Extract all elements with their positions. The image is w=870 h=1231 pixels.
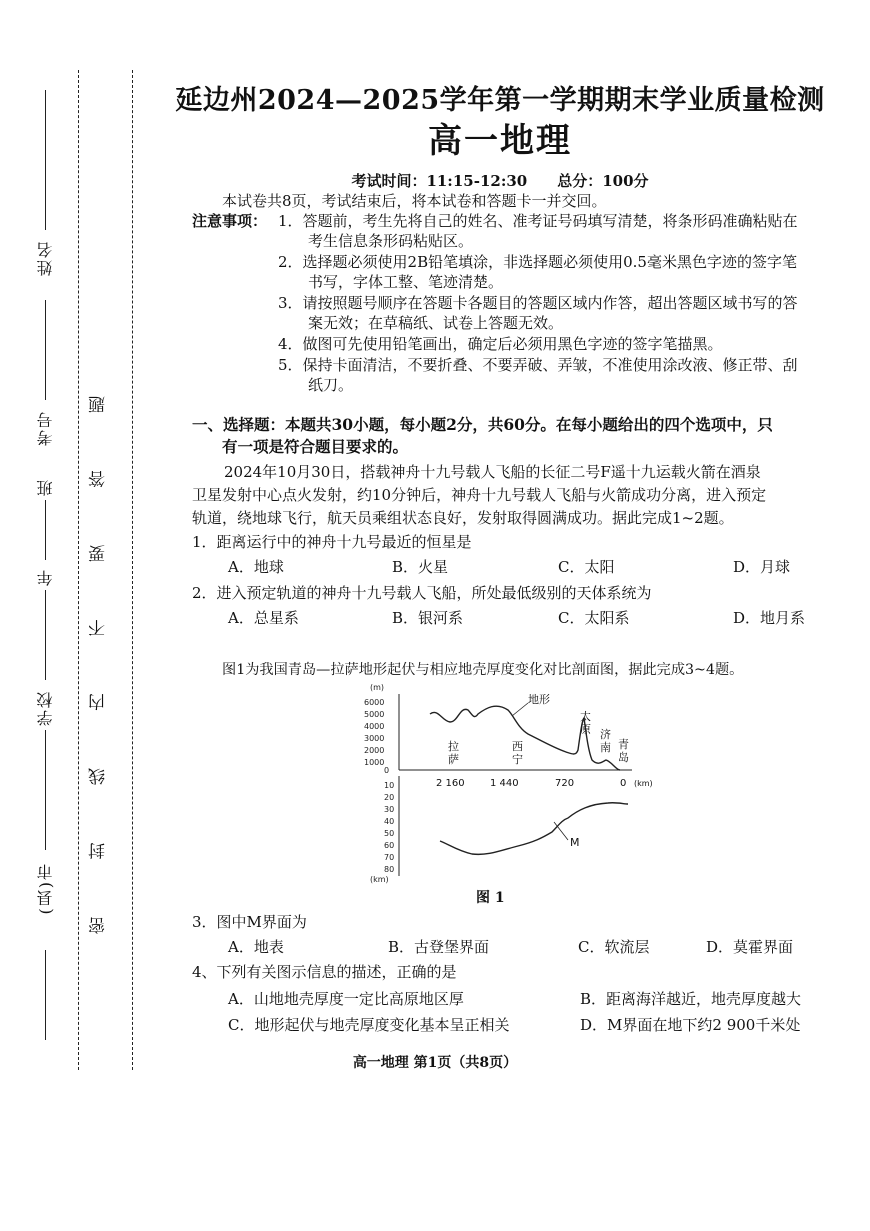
- top-unit: (m): [370, 683, 385, 692]
- q1-option-b: B．火星: [392, 558, 449, 576]
- depth-tick: 10: [384, 781, 395, 790]
- q2-option-d: D．地月系: [733, 609, 806, 627]
- y-tick: 3000: [364, 734, 385, 743]
- x-tick: 1 440: [490, 778, 519, 789]
- page-footer: 高一地理 第1页（共8页）: [352, 1055, 518, 1071]
- y-tick: 4000: [364, 722, 385, 731]
- q1-option-a: A．地球: [228, 558, 284, 576]
- q2-option-c: C．太阳系: [558, 609, 630, 627]
- city-taiyuan: 太: [580, 710, 591, 723]
- depth-tick: 60: [384, 841, 395, 850]
- notes-label: 注意事项：: [192, 212, 268, 230]
- note-line: 5．保持卡面清洁，不要折叠、不要弄破、弄皱，不准使用涂改液、修正带、刮: [278, 356, 798, 374]
- note-line: 1．答题前，考生先将自己的姓名、准考证号码填写清楚，将条形码准确粘贴在: [278, 212, 798, 230]
- name-field-line: [45, 90, 46, 230]
- section-heading: 有一项是符合题目要求的。: [222, 437, 409, 456]
- q4-option-d: D．M界面在地下约2 900千米处: [580, 1016, 801, 1034]
- exam-no-label: 考号: [36, 410, 55, 446]
- city-underline: [45, 950, 46, 1040]
- x-unit: (km): [634, 779, 653, 788]
- depth-unit: (km): [370, 875, 389, 884]
- y-tick: 5000: [364, 710, 385, 719]
- q1-option-d: D．月球: [733, 558, 791, 576]
- q1-stem: 1．距离运行中的神舟十九号最近的恒星是: [192, 533, 472, 551]
- city-xining: 宁: [512, 753, 523, 766]
- x-tick: 2 160: [436, 778, 465, 789]
- q2-stem: 2．进入预定轨道的神舟十九号载人飞船，所处最低级别的天体系统为: [192, 584, 652, 602]
- exam-no-field-line: [45, 300, 46, 400]
- binding-line-outer: [78, 70, 79, 1070]
- q3-option-a: A．地表: [228, 938, 284, 956]
- q2-option-a: A．总星系: [228, 609, 299, 627]
- y-tick: 0: [384, 766, 390, 775]
- note-line: 书写，字体工整、笔迹清楚。: [308, 273, 504, 291]
- terrain-label: 地形: [528, 693, 550, 706]
- city-taiyuan: 原: [580, 723, 591, 736]
- city-xining: 西: [512, 740, 523, 753]
- depth-tick: 40: [384, 817, 395, 826]
- note-line: 2．选择题必须使用2B铅笔填涂，非选择题必须使用0.5毫米黑色字迹的签字笔: [278, 253, 797, 271]
- section-heading: 一、选择题：本题共30小题，每小题2分，共60分。在每小题给出的四个选项中，只: [192, 415, 773, 434]
- school-field-line: [45, 590, 46, 680]
- moho-line: [440, 803, 628, 855]
- note-line: 4．做图可先使用铅笔画出，确定后必须用黑色字迹的签字笔描黑。: [278, 335, 723, 353]
- class-label: 班: [36, 478, 55, 496]
- figure-intro: 图1为我国青岛—拉萨地形起伏与相应地壳厚度变化对比剖面图，据此完成3~4题。: [222, 662, 744, 678]
- intro-text: 本试卷共8页，考试结束后，将本试卷和答题卡一并交回。: [222, 192, 607, 210]
- q4-option-b: B．距离海洋越近，地壳厚度越大: [580, 990, 802, 1008]
- name-label: 姓名: [36, 240, 55, 276]
- depth-tick: 70: [384, 853, 395, 862]
- exam-title: 延边州2024—2025学年第一学期期末学业质量检测: [175, 85, 825, 116]
- city-label: (县)市: [36, 862, 55, 915]
- depth-tick: 20: [384, 793, 395, 802]
- q4-option-c: C．地形起伏与地壳厚度变化基本呈正相关: [228, 1016, 510, 1034]
- city-qingdao: 岛: [618, 751, 629, 764]
- y-tick: 2000: [364, 746, 385, 755]
- x-tick: 720: [555, 778, 575, 789]
- q3-option-b: B．古登堡界面: [388, 938, 490, 956]
- m-label: M: [570, 836, 580, 849]
- exam-info: 考试时间：11:15-12:30 总分：100分: [351, 172, 649, 190]
- figure-caption: 图 1: [476, 890, 505, 906]
- y-tick: 1000: [364, 758, 385, 767]
- grade-label: 年: [36, 568, 55, 586]
- city-jinan: 南: [600, 741, 611, 754]
- q3-stem: 3．图中M界面为: [192, 913, 307, 931]
- depth-tick: 30: [384, 805, 395, 814]
- q3-option-d: D．莫霍界面: [706, 938, 794, 956]
- binding-line-inner: [132, 70, 133, 1070]
- q4-option-a: A．山地地壳厚度一定比高原地区厚: [228, 990, 464, 1008]
- note-line: 案无效；在草稿纸、试卷上答题无效。: [308, 314, 564, 332]
- passage-line: 轨道，绕地球飞行，航天员乘组状态良好，发射取得圆满成功。据此完成1~2题。: [192, 509, 734, 527]
- city-lasa: 萨: [448, 753, 459, 766]
- q1-option-c: C．太阳: [558, 558, 615, 576]
- passage-line: 2024年10月30日，搭载神舟十九号载人飞船的长征二号F遥十九运载火箭在酒泉: [224, 463, 761, 481]
- note-line: 考生信息条形码粘贴区。: [308, 232, 474, 250]
- q3-option-c: C．软流层: [578, 938, 650, 956]
- city-field-line: [45, 730, 46, 850]
- y-tick: 6000: [364, 698, 385, 707]
- grade-field-line: [45, 500, 46, 560]
- seal-notice: 密 封 线 内 不 要 答 题: [89, 370, 109, 934]
- terrain-crust-profile-figure: [362, 676, 662, 886]
- q2-option-b: B．银河系: [392, 609, 464, 627]
- note-line: 纸刀。: [308, 376, 354, 394]
- city-qingdao: 青: [618, 738, 629, 751]
- note-line: 3．请按照题号顺序在答题卡各题目的答题区域内作答，超出答题区域书写的答: [278, 294, 798, 312]
- passage-line: 卫星发射中心点火发射，约10分钟后，神舟十九号载人飞船与火箭成功分离，进入预定: [192, 486, 767, 504]
- city-lasa: 拉: [448, 740, 459, 753]
- x-tick: 0: [620, 778, 627, 789]
- q4-stem: 4、下列有关图示信息的描述，正确的是: [192, 963, 457, 981]
- city-jinan: 济: [600, 728, 611, 741]
- depth-tick: 50: [384, 829, 395, 838]
- subject-title: 高一地理: [428, 121, 572, 161]
- school-label: 学校: [36, 690, 55, 726]
- depth-tick: 80: [384, 865, 395, 874]
